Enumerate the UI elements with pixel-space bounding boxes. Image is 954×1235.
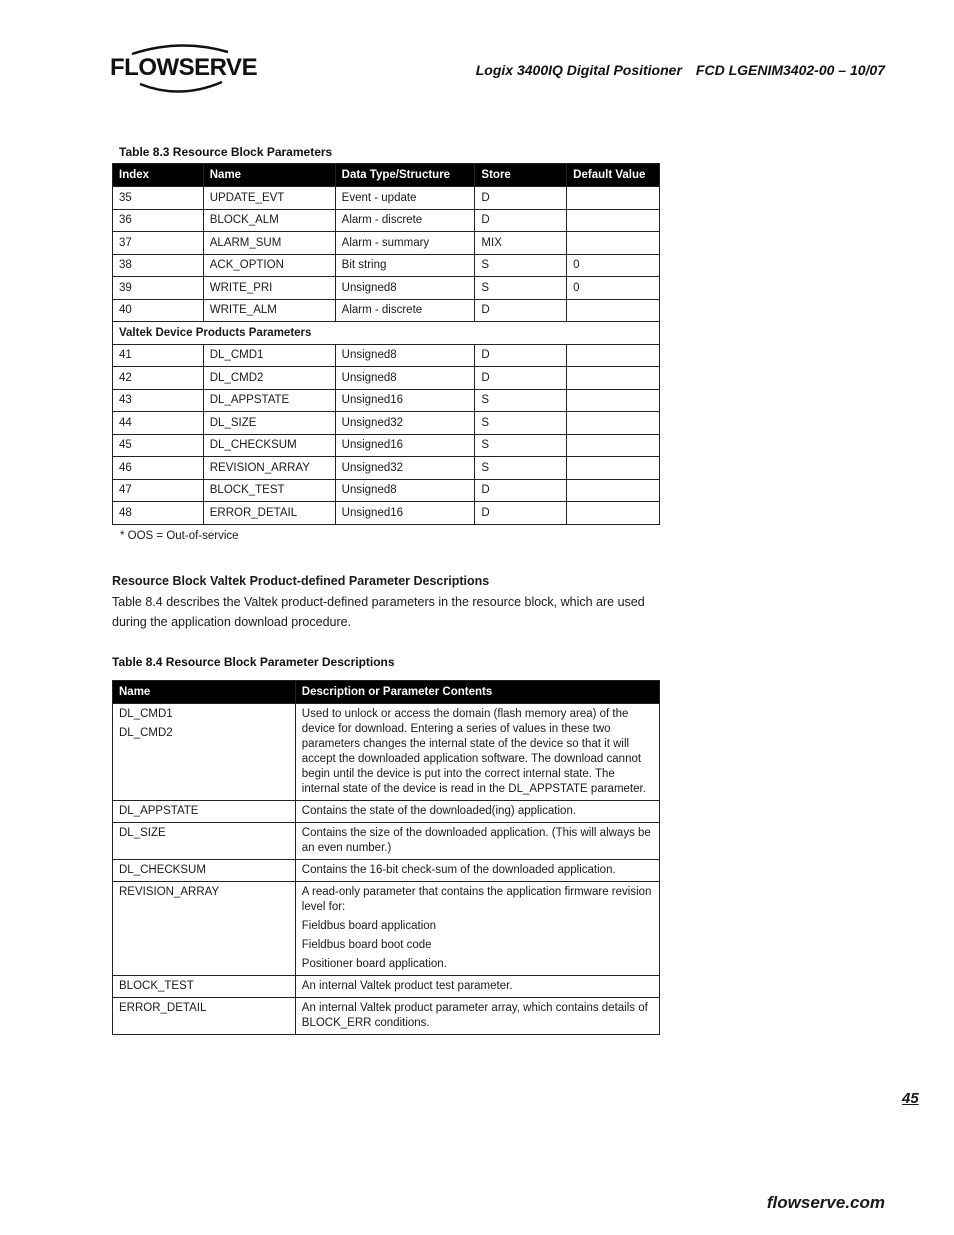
parameter-name: DL_SIZE (119, 827, 166, 839)
column-header: Name (113, 681, 296, 704)
table-cell: Unsigned8 (335, 479, 475, 502)
parameter-description: An internal Valtek product test parameter. (301, 980, 513, 992)
table-cell: D (475, 344, 567, 367)
parameter-name-cell (113, 704, 296, 801)
table-cell: S (475, 254, 567, 277)
product-name: Logix 3400IQ Digital Positioner (475, 62, 682, 78)
table-cell: 48 (113, 502, 204, 525)
table-cell: BLOCK_TEST (203, 479, 335, 502)
table-cell: BLOCK_ALM (203, 209, 335, 232)
table-cell (567, 344, 660, 367)
table-cell: D (475, 187, 567, 210)
table-row (113, 882, 660, 976)
table-cell: 41 (113, 344, 204, 367)
table-row (113, 479, 660, 502)
page-number: 45 (902, 1090, 919, 1107)
table-cell: 42 (113, 367, 204, 390)
section-paragraph: Table 8.4 describes the Valtek product-defined parameters in the resource block, which are used during the application download procedure. (112, 595, 645, 629)
document-code: FCD LGENIM3402-00 – 10/07 (695, 62, 885, 78)
table-cell: 40 (113, 299, 204, 322)
parameter-name: REVISION_ARRAY (119, 886, 220, 898)
table-cell: 46 (113, 457, 204, 480)
website-url: flowserve.com (766, 1193, 885, 1212)
table-cell: Unsigned16 (335, 434, 475, 457)
column-header: Description or Parameter Contents (295, 681, 659, 704)
table-row (113, 277, 660, 300)
parameter-descriptions-table (112, 680, 660, 1035)
table-cell (567, 434, 660, 457)
table-row (113, 998, 660, 1035)
table-cell: 35 (113, 187, 204, 210)
parameter-name: DL_CMD2 (119, 727, 173, 739)
table-row (113, 860, 660, 882)
table-header-row (113, 164, 660, 187)
table-cell (567, 299, 660, 322)
table-cell: S (475, 412, 567, 435)
table-row (113, 801, 660, 823)
parameter-name-cell (113, 801, 296, 823)
table-cell: Bit string (335, 254, 475, 277)
table-cell: S (475, 434, 567, 457)
table-cell: Alarm - summary (335, 232, 475, 255)
table-cell: 45 (113, 434, 204, 457)
table-cell: 38 (113, 254, 204, 277)
table-row (113, 232, 660, 255)
table-row (113, 367, 660, 390)
table-cell (567, 457, 660, 480)
table-row (113, 412, 660, 435)
table-cell (567, 232, 660, 255)
parameter-description: An internal Valtek product parameter array, which contains details of BLOCK_ERR conditions. (301, 1002, 648, 1029)
table-cell: Alarm - discrete (335, 209, 475, 232)
table-cell: S (475, 389, 567, 412)
parameter-description-cell (295, 823, 659, 860)
parameter-description: Fieldbus board boot code (301, 939, 432, 951)
parameter-name-cell (113, 860, 296, 882)
table-cell: ERROR_DETAIL (203, 502, 335, 525)
table-cell: D (475, 479, 567, 502)
parameter-name-cell (113, 882, 296, 976)
resource-block-parameters-table (112, 163, 660, 525)
parameter-name-cell (113, 823, 296, 860)
table-row (113, 254, 660, 277)
table-row (113, 502, 660, 525)
table-cell: Unsigned16 (335, 389, 475, 412)
table-cell: Unsigned32 (335, 457, 475, 480)
table-cell: 43 (113, 389, 204, 412)
table-cell: Alarm - discrete (335, 299, 475, 322)
table-cell: D (475, 502, 567, 525)
table-cell: ACK_OPTION (203, 254, 335, 277)
table-cell: 0 (567, 254, 660, 277)
table-cell: Unsigned32 (335, 412, 475, 435)
table-cell: DL_CMD2 (203, 367, 335, 390)
parameter-description: Contains the state of the downloaded(ing) application. (301, 805, 577, 817)
parameter-description: Contains the size of the downloaded application. (This will always be an even number.) (301, 827, 651, 854)
table-cell: Unsigned8 (335, 344, 475, 367)
table-cell: DL_SIZE (203, 412, 335, 435)
table-cell: S (475, 277, 567, 300)
table-cell: D (475, 209, 567, 232)
table-cell: 39 (113, 277, 204, 300)
table-row (113, 187, 660, 210)
table-cell: REVISION_ARRAY (203, 457, 335, 480)
table-cell: Unsigned8 (335, 367, 475, 390)
table-row (113, 823, 660, 860)
table-cell (567, 209, 660, 232)
table-cell: Unsigned8 (335, 277, 475, 300)
table-cell (567, 187, 660, 210)
table-cell: D (475, 299, 567, 322)
table-cell: WRITE_PRI (203, 277, 335, 300)
parameter-description-cell (295, 801, 659, 823)
parameter-name: DL_CMD1 (119, 708, 173, 720)
table-8-4-caption: Table 8.4 Resource Block Parameter Descriptions (112, 655, 395, 669)
table-cell: 47 (113, 479, 204, 502)
table-row (113, 976, 660, 998)
logo-text: FLOWSERVE (110, 54, 258, 81)
parameter-description-cell (295, 704, 659, 801)
table-cell: MIX (475, 232, 567, 255)
table-cell: Unsigned16 (335, 502, 475, 525)
table-row (113, 704, 660, 801)
table-cell: 0 (567, 277, 660, 300)
table-cell: ALARM_SUM (203, 232, 335, 255)
column-header: Name (203, 164, 335, 187)
document-header (476, 62, 885, 78)
parameter-name-cell (113, 998, 296, 1035)
section-row (113, 322, 660, 345)
table-footnote: * OOS = Out-of-service (120, 530, 239, 542)
table-row (113, 299, 660, 322)
table-cell: UPDATE_EVT (203, 187, 335, 210)
table-row (113, 344, 660, 367)
flowserve-logo (110, 40, 258, 96)
table-cell: DL_APPSTATE (203, 389, 335, 412)
parameter-name: DL_CHECKSUM (119, 864, 206, 876)
section-label: Valtek Device Products Parameters (113, 322, 660, 345)
parameter-description-cell (295, 860, 659, 882)
parameter-description: Fieldbus board application (301, 920, 437, 932)
table-cell: D (475, 367, 567, 390)
table-row (113, 434, 660, 457)
table-row (113, 209, 660, 232)
table-cell: S (475, 457, 567, 480)
table-cell: 36 (113, 209, 204, 232)
parameter-description: Contains the 16-bit check-sum of the downloaded application. (301, 864, 616, 876)
parameter-name: DL_APPSTATE (119, 805, 199, 817)
table-cell (567, 389, 660, 412)
parameter-name: ERROR_DETAIL (119, 1002, 207, 1014)
table-cell: WRITE_ALM (203, 299, 335, 322)
column-header: Index (113, 164, 204, 187)
parameter-name-cell (113, 976, 296, 998)
table-row (113, 457, 660, 480)
column-header: Default Value (567, 164, 660, 187)
table-cell: 37 (113, 232, 204, 255)
table-8-3-caption: Table 8.3 Resource Block Parameters (119, 145, 333, 159)
parameter-description: Positioner board application. (301, 958, 447, 970)
column-header: Store (475, 164, 567, 187)
parameter-description: Used to unlock or access the domain (flash memory area) of the device for download. Entering a series of values in these two parameters changes the internal state of the device so that it will accept the downloaded application software. The download cannot begin until the device is put into the correct internal state. The internal state of the device is read in the DL_APPSTATE parameter. (301, 708, 646, 795)
parameter-description: A read-only parameter that contains the application firmware revision level for: (301, 886, 652, 913)
section-heading: Resource Block Valtek Product-defined Parameter Descriptions (112, 574, 490, 588)
table-header-row (113, 681, 660, 704)
table-cell (567, 367, 660, 390)
table-cell: 44 (113, 412, 204, 435)
parameter-name: BLOCK_TEST (119, 980, 194, 992)
parameter-description-cell (295, 882, 659, 976)
table-cell: Event - update (335, 187, 475, 210)
parameter-description-cell (295, 998, 659, 1035)
table-cell (567, 479, 660, 502)
table-row (113, 389, 660, 412)
column-header: Data Type/Structure (335, 164, 475, 187)
table-cell: DL_CMD1 (203, 344, 335, 367)
parameter-description-cell (295, 976, 659, 998)
table-cell: DL_CHECKSUM (203, 434, 335, 457)
table-cell (567, 502, 660, 525)
table-cell (567, 412, 660, 435)
